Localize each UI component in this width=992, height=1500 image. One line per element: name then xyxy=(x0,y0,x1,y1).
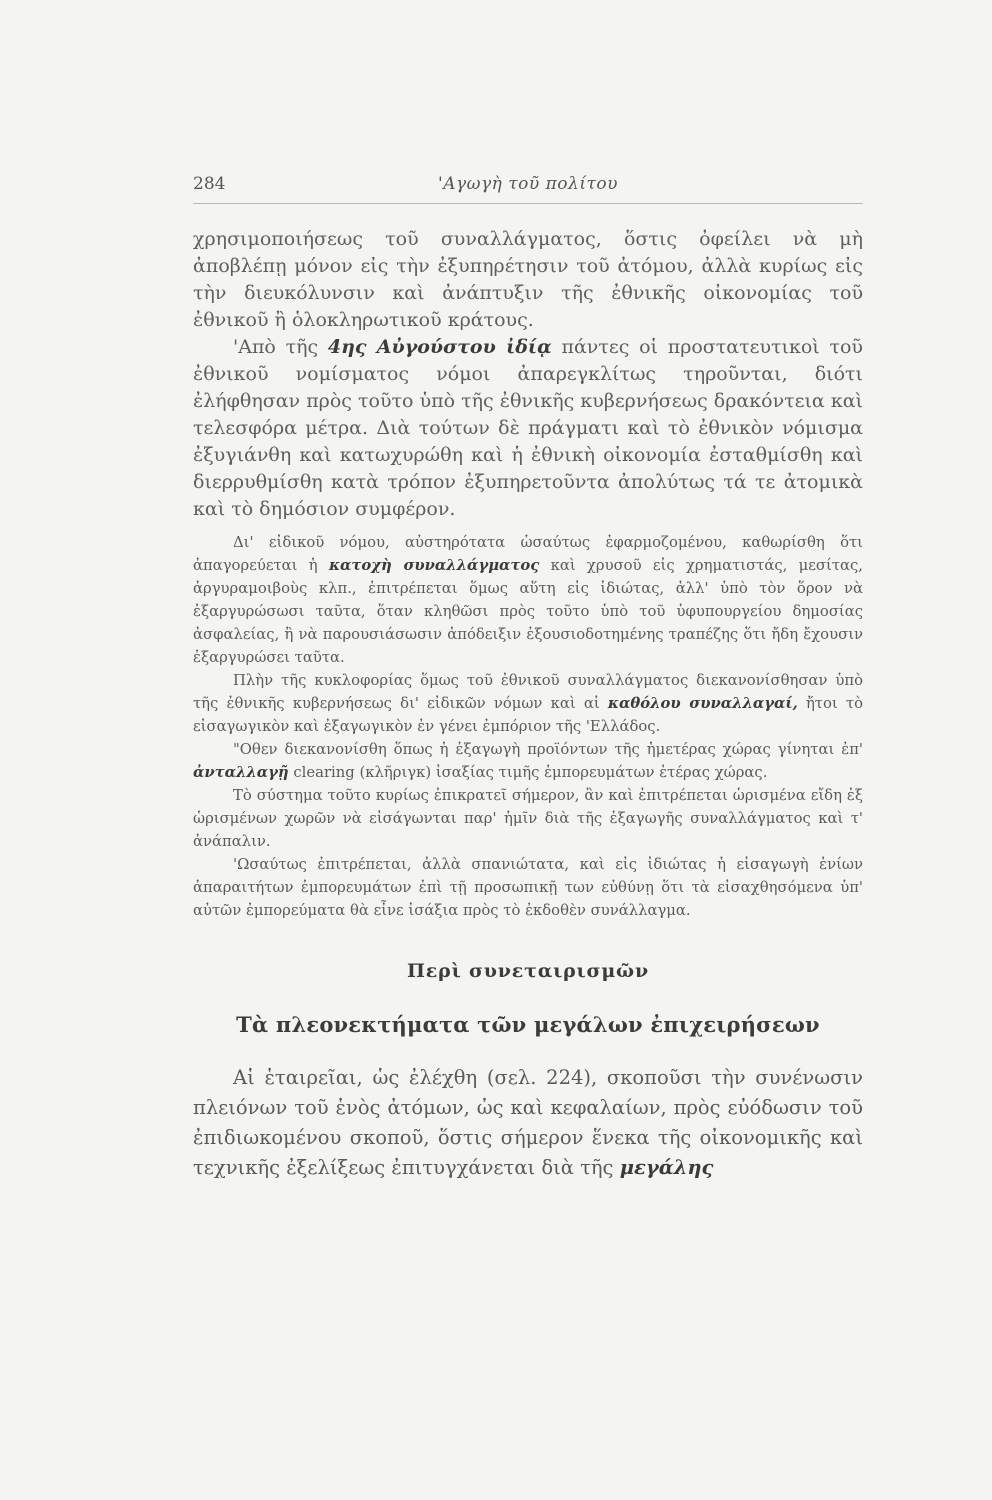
small-paragraph-2-pre: Πλὴν τῆς κυκλοφορίας ὅμως τοῦ ἐθνικοῦ συναλλάγματος διεκανονίσθησαν ὑπὸ τῆς ἐθνικῆς κυβερνήσεως δι' εἰδικῶν νόμων καὶ αἱ xyxy=(193,672,863,712)
small-paragraph-3-post: clearing (κλῆριγκ) ἰσαξίας τιμῆς ἐμπορευμάτων ἑτέρας χώρας. xyxy=(288,764,768,781)
small-paragraph-2-emphasis: καθόλου συναλλαγαί, xyxy=(607,695,798,712)
paragraph-2-emphasis: 4ης Αὐγούστου ἰδίᾳ xyxy=(327,336,552,358)
paragraph-2-post: πάντες οἱ προστατευτικοὶ τοῦ ἐθνικοῦ νομίσματος νόμοι ἀπαρεγκλίτως τηροῦνται, διότι ἐλήφθησαν πρὸς τοῦτο ὑπὸ τῆς ἐθνικῆς κυβερνήσεως δρακόντεια καὶ τελεσφόρα μέτρα. Διὰ τούτων δὲ πράγματι καὶ τὸ ἐθνικὸν νόμισμα ἐξυγιάνθη καὶ κατωχυρώθη καὶ ἡ ἐθνικὴ οἰκονομία ἐσταθμίσθη καὶ διερρυθμίσθη κατὰ τρόπον ἐξυπηρετοῦντα ἀπολύτως τά τε ἀτομικὰ καὶ τὸ δημόσιον συμφέρον. xyxy=(193,336,863,520)
small-paragraph-5: 'Ωσαύτως ἐπιτρέπεται, ἀλλὰ σπανιώτατα, καὶ εἰς ἰδιώτας ἡ εἰσαγωγὴ ἐνίων ἀπαραιτήτων ἐμπορευμάτων ἐπὶ τῇ προσωπικῇ των εὐθύνῃ ὅτι τὰ εἰσαχθησόμενα ὑπ' αὐτῶν ἐμπορεύματα θὰ εἶνε ἰσάξια πρὸς τὸ ἐκδοθὲν συνάλλαγμα. xyxy=(193,856,863,919)
small-paragraph-4: Τὸ σύστημα τοῦτο κυρίως ἐπικρατεῖ σήμερον, ἂν καὶ ἐπιτρέπεται ὡρισμένα εἴδη ἐξ ὡρισμένων χωρῶν νὰ εἰσάγωνται παρ' ἡμῖν διὰ τῆς ἐξαγωγῆς συναλλάγματος καὶ τ' ἀνάπαλιν. xyxy=(193,787,863,850)
paragraph-3-pre: Αἱ ἑταιρεῖαι, ὡς ἐλέχθη (σελ. 224), σκοποῦσι τὴν συνένωσιν πλειόνων τοῦ ἑνὸς ἀτόμων, ὡς καὶ κεφαλαίων, πρὸς εὐόδωσιν τοῦ ἐπιδιωκομένου σκοποῦ, ὅστις σήμερον ἕνεκα τῆς οἰκονομικῆς καὶ τεχνικῆς ἐξελίξεως ἐπιτυγχάνεται διὰ τῆς xyxy=(193,1066,863,1179)
page-number: 284 xyxy=(193,174,226,194)
small-paragraph-1-pre: Δι' εἰδικοῦ νόμου, αὐστηρότατα ὡσαύτως ἐφαρμοζομένου, καθωρίσθη ὅτι ἀπαγορεύεται ἡ xyxy=(193,534,863,574)
section-heading: Περὶ συνεταιρισμῶν xyxy=(407,960,649,982)
small-paragraph-3 xyxy=(193,738,863,784)
paragraph-1: χρησιμοποιήσεως τοῦ συναλλάγματος, ὅστις ὀφείλει νὰ μὴ ἀποβλέπῃ μόνον εἰς τὴν ἐξυπηρέτησιν τοῦ ἀτόμου, ἀλλὰ κυρίως εἰς τὴν διευκόλυνσιν καὶ ἀνάπτυξιν τῆς ἐθνικῆς οἰκονομίας τοῦ ἐθνικοῦ ἢ ὁλοκληρωτικοῦ κράτους. xyxy=(193,228,863,331)
small-paragraph-2 xyxy=(193,669,863,738)
small-paragraph-2-post: ἤτοι τὸ εἰσαγωγικὸν καὶ ἐξαγωγικὸν ἐν γένει ἐμπόριον τῆς 'Ελλάδος. xyxy=(193,695,864,735)
page-body xyxy=(193,226,863,1183)
small-paragraph-3-emphasis: ἀνταλλαγῇ xyxy=(193,764,289,781)
running-title: 'Αγωγὴ τοῦ πολίτου xyxy=(438,174,618,194)
header-rule xyxy=(193,203,863,204)
small-paragraph-1-post: καὶ χρυσοῦ εἰς χρηματιστάς, μεσίτας, ἀργυραμοιβοὺς κλπ., ἐπιτρέπεται ὅμως αὕτη εἰς ἰδιώτας, ἀλλ' ὑπὸ τὸν ὅρον νὰ ἐξαργυρώσωσι ταῦτα, ὅταν κληθῶσι πρὸς τοῦτο ὑπὸ τοῦ ὑφυπουργείου δημοσίας ἀσφαλείας, ἢ νὰ παρουσιάσωσιν ἀπόδειξιν ἐξουσιοδοτημένης τραπέζης ὅτι ἤδη ἔχουσιν ἐξαργυρώσει ταῦτα. xyxy=(193,557,863,666)
paragraph-3 xyxy=(193,1063,863,1183)
paragraph-3-emphasis: μεγάλης xyxy=(619,1156,714,1179)
section-subtitle: Τὰ πλεονεκτήματα τῶν μεγάλων ἐπιχειρήσεων xyxy=(236,1012,820,1037)
paragraph-2-pre: 'Απὸ τῆς xyxy=(233,336,328,358)
small-paragraph-1-emphasis: κατοχὴ συναλλάγματος xyxy=(328,557,540,574)
small-paragraph-3-pre: "Οθεν διεκανονίσθη ὅπως ἡ ἐξαγωγὴ προϊόντων τῆς ἡμετέρας χώρας γίνηται ἐπ' xyxy=(233,741,863,758)
paragraph-2 xyxy=(193,334,863,523)
page-header xyxy=(193,174,863,198)
small-paragraph-1 xyxy=(193,531,863,669)
